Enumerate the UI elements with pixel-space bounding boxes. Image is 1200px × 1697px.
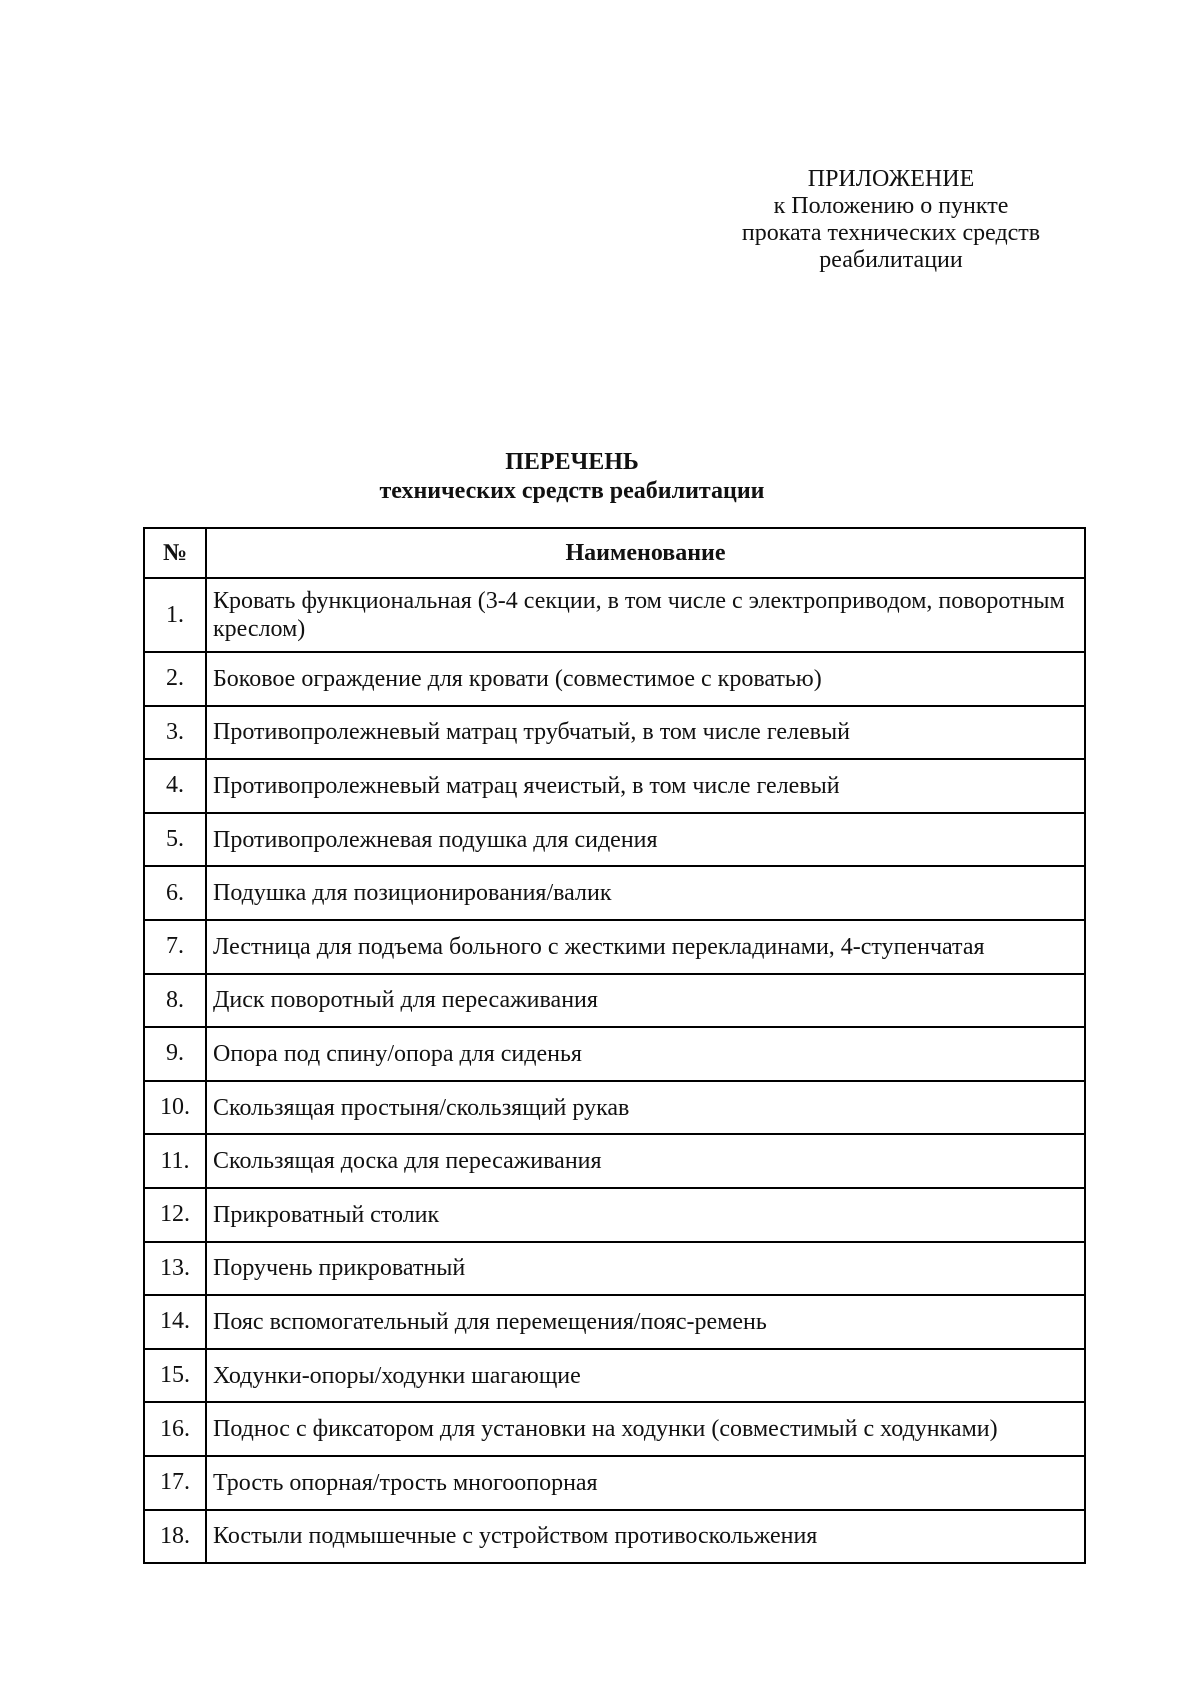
table-row — [144, 1456, 1085, 1510]
table-row — [144, 1134, 1085, 1188]
table-row — [144, 920, 1085, 974]
page-title-line-2: технических средств реабилитации — [379, 478, 765, 504]
table-row — [144, 578, 1085, 652]
row-name: Кровать функциональная (3-4 секции, в том числе с электроприводом, поворотным креслом) — [206, 578, 1085, 652]
appendix-line-2: к Положению о пункте — [773, 193, 1009, 219]
row-number: 2. — [144, 652, 206, 706]
table-header-row — [144, 528, 1085, 578]
table-row — [144, 1295, 1085, 1349]
table-row — [144, 652, 1085, 706]
row-number: 11. — [144, 1134, 206, 1188]
row-number: 3. — [144, 706, 206, 760]
row-name: Ходунки-опоры/ходунки шагающие — [206, 1349, 1085, 1403]
row-number: 10. — [144, 1081, 206, 1135]
row-number: 16. — [144, 1402, 206, 1456]
header-name: Наименование — [206, 528, 1085, 578]
row-number: 14. — [144, 1295, 206, 1349]
table-row — [144, 1510, 1085, 1564]
row-name: Костыли подмышечные с устройством противоскольжения — [206, 1510, 1085, 1564]
row-name: Лестница для подъема больного с жесткими перекладинами, 4-ступенчатая — [206, 920, 1085, 974]
row-name: Подушка для позиционирования/валик — [206, 866, 1085, 920]
appendix-line-1: ПРИЛОЖЕНИЕ — [807, 166, 975, 192]
row-number: 8. — [144, 974, 206, 1028]
row-name: Противопролежневая подушка для сидения — [206, 813, 1085, 867]
appendix-line-4: реабилитации — [819, 247, 963, 273]
row-number: 12. — [144, 1188, 206, 1242]
equipment-table — [143, 527, 1086, 1564]
table-row — [144, 866, 1085, 920]
row-number: 6. — [144, 866, 206, 920]
row-name: Поручень прикроватный — [206, 1242, 1085, 1296]
row-number: 7. — [144, 920, 206, 974]
row-number: 4. — [144, 759, 206, 813]
page-title-line-1: ПЕРЕЧЕНЬ — [505, 449, 639, 475]
row-name: Противопролежневый матрац ячеистый, в том числе гелевый — [206, 759, 1085, 813]
table-body — [144, 578, 1085, 1563]
row-name: Трость опорная/трость многоопорная — [206, 1456, 1085, 1510]
page-title — [0, 448, 1144, 506]
table-row — [144, 706, 1085, 760]
row-number: 9. — [144, 1027, 206, 1081]
row-name: Прикроватный столик — [206, 1188, 1085, 1242]
row-name: Поднос с фиксатором для установки на ходунки (совместимый с ходунками) — [206, 1402, 1085, 1456]
table-row — [144, 974, 1085, 1028]
table-row — [144, 1027, 1085, 1081]
row-number: 5. — [144, 813, 206, 867]
table-row — [144, 1188, 1085, 1242]
row-number: 17. — [144, 1456, 206, 1510]
row-name: Скользящая доска для пересаживания — [206, 1134, 1085, 1188]
table-header — [144, 528, 1085, 578]
row-name: Противопролежневый матрац трубчатый, в том числе гелевый — [206, 706, 1085, 760]
row-name: Опора под спину/опора для сиденья — [206, 1027, 1085, 1081]
row-name: Скользящая простыня/скользящий рукав — [206, 1081, 1085, 1135]
appendix-line-3: проката технических средств — [741, 220, 1041, 246]
table-row — [144, 1349, 1085, 1403]
row-name: Боковое ограждение для кровати (совместимое с кроватью) — [206, 652, 1085, 706]
row-number: 1. — [144, 578, 206, 652]
row-number: 15. — [144, 1349, 206, 1403]
appendix-reference-block — [711, 166, 1071, 274]
table-row — [144, 1242, 1085, 1296]
table-row — [144, 759, 1085, 813]
table-row — [144, 813, 1085, 867]
header-number: № — [144, 528, 206, 578]
table-row — [144, 1081, 1085, 1135]
table-row — [144, 1402, 1085, 1456]
row-number: 18. — [144, 1510, 206, 1564]
row-name: Диск поворотный для пересаживания — [206, 974, 1085, 1028]
row-number: 13. — [144, 1242, 206, 1296]
row-name: Пояс вспомогательный для перемещения/пояс-ремень — [206, 1295, 1085, 1349]
